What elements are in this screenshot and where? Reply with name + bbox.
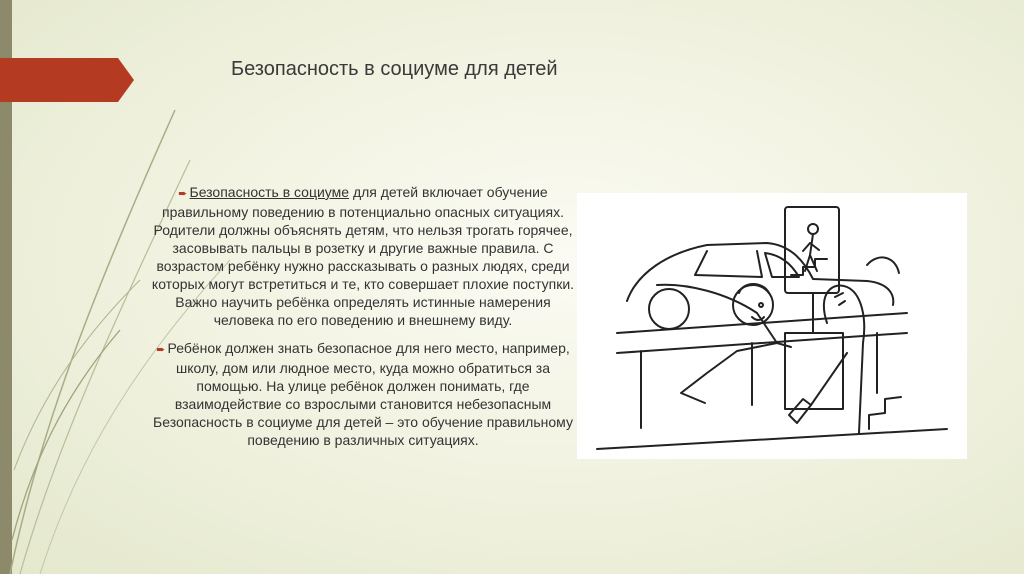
child-safety-illustration [577,193,967,459]
body-text [150,183,576,459]
paragraph-1 [150,183,576,329]
illustration [577,193,967,459]
title-arrow-banner [0,58,136,102]
paragraph-1-text: для детей включает обучение правильному поведению в потенциально опасных ситуациях. Родители должны объяснять детям, что нельзя трогать горячее, засовывать пальцы в розетку и другие важные правила. С возрастом ребёнку нужно рассказывать о разных людях, среди которых могут встретиться и те, кто совершает плохие поступки. Важно научить ребёнка определять истинные намерения человека по его поведению и внешнему виду. [151,184,575,328]
arrow-bullet-icon: ➨ [178,188,188,200]
paragraph-1-link[interactable]: Безопасность в социуме [189,184,350,200]
arrow-bullet-icon: ➨ [156,344,166,356]
paragraph-2-text: Ребёнок должен знать безопасное для него место, например, школу, дом или людное место, куда можно обратиться за помощью. На улице ребёнок должен понимать, где взаимодействие со взрослыми становится небезопасным Безопасность в социуме для детей – это обучение правильному поведению в различных ситуациях. [153,340,573,448]
paragraph-2 [150,339,576,449]
slide-title: Безопасность в социуме для детей [231,58,558,80]
